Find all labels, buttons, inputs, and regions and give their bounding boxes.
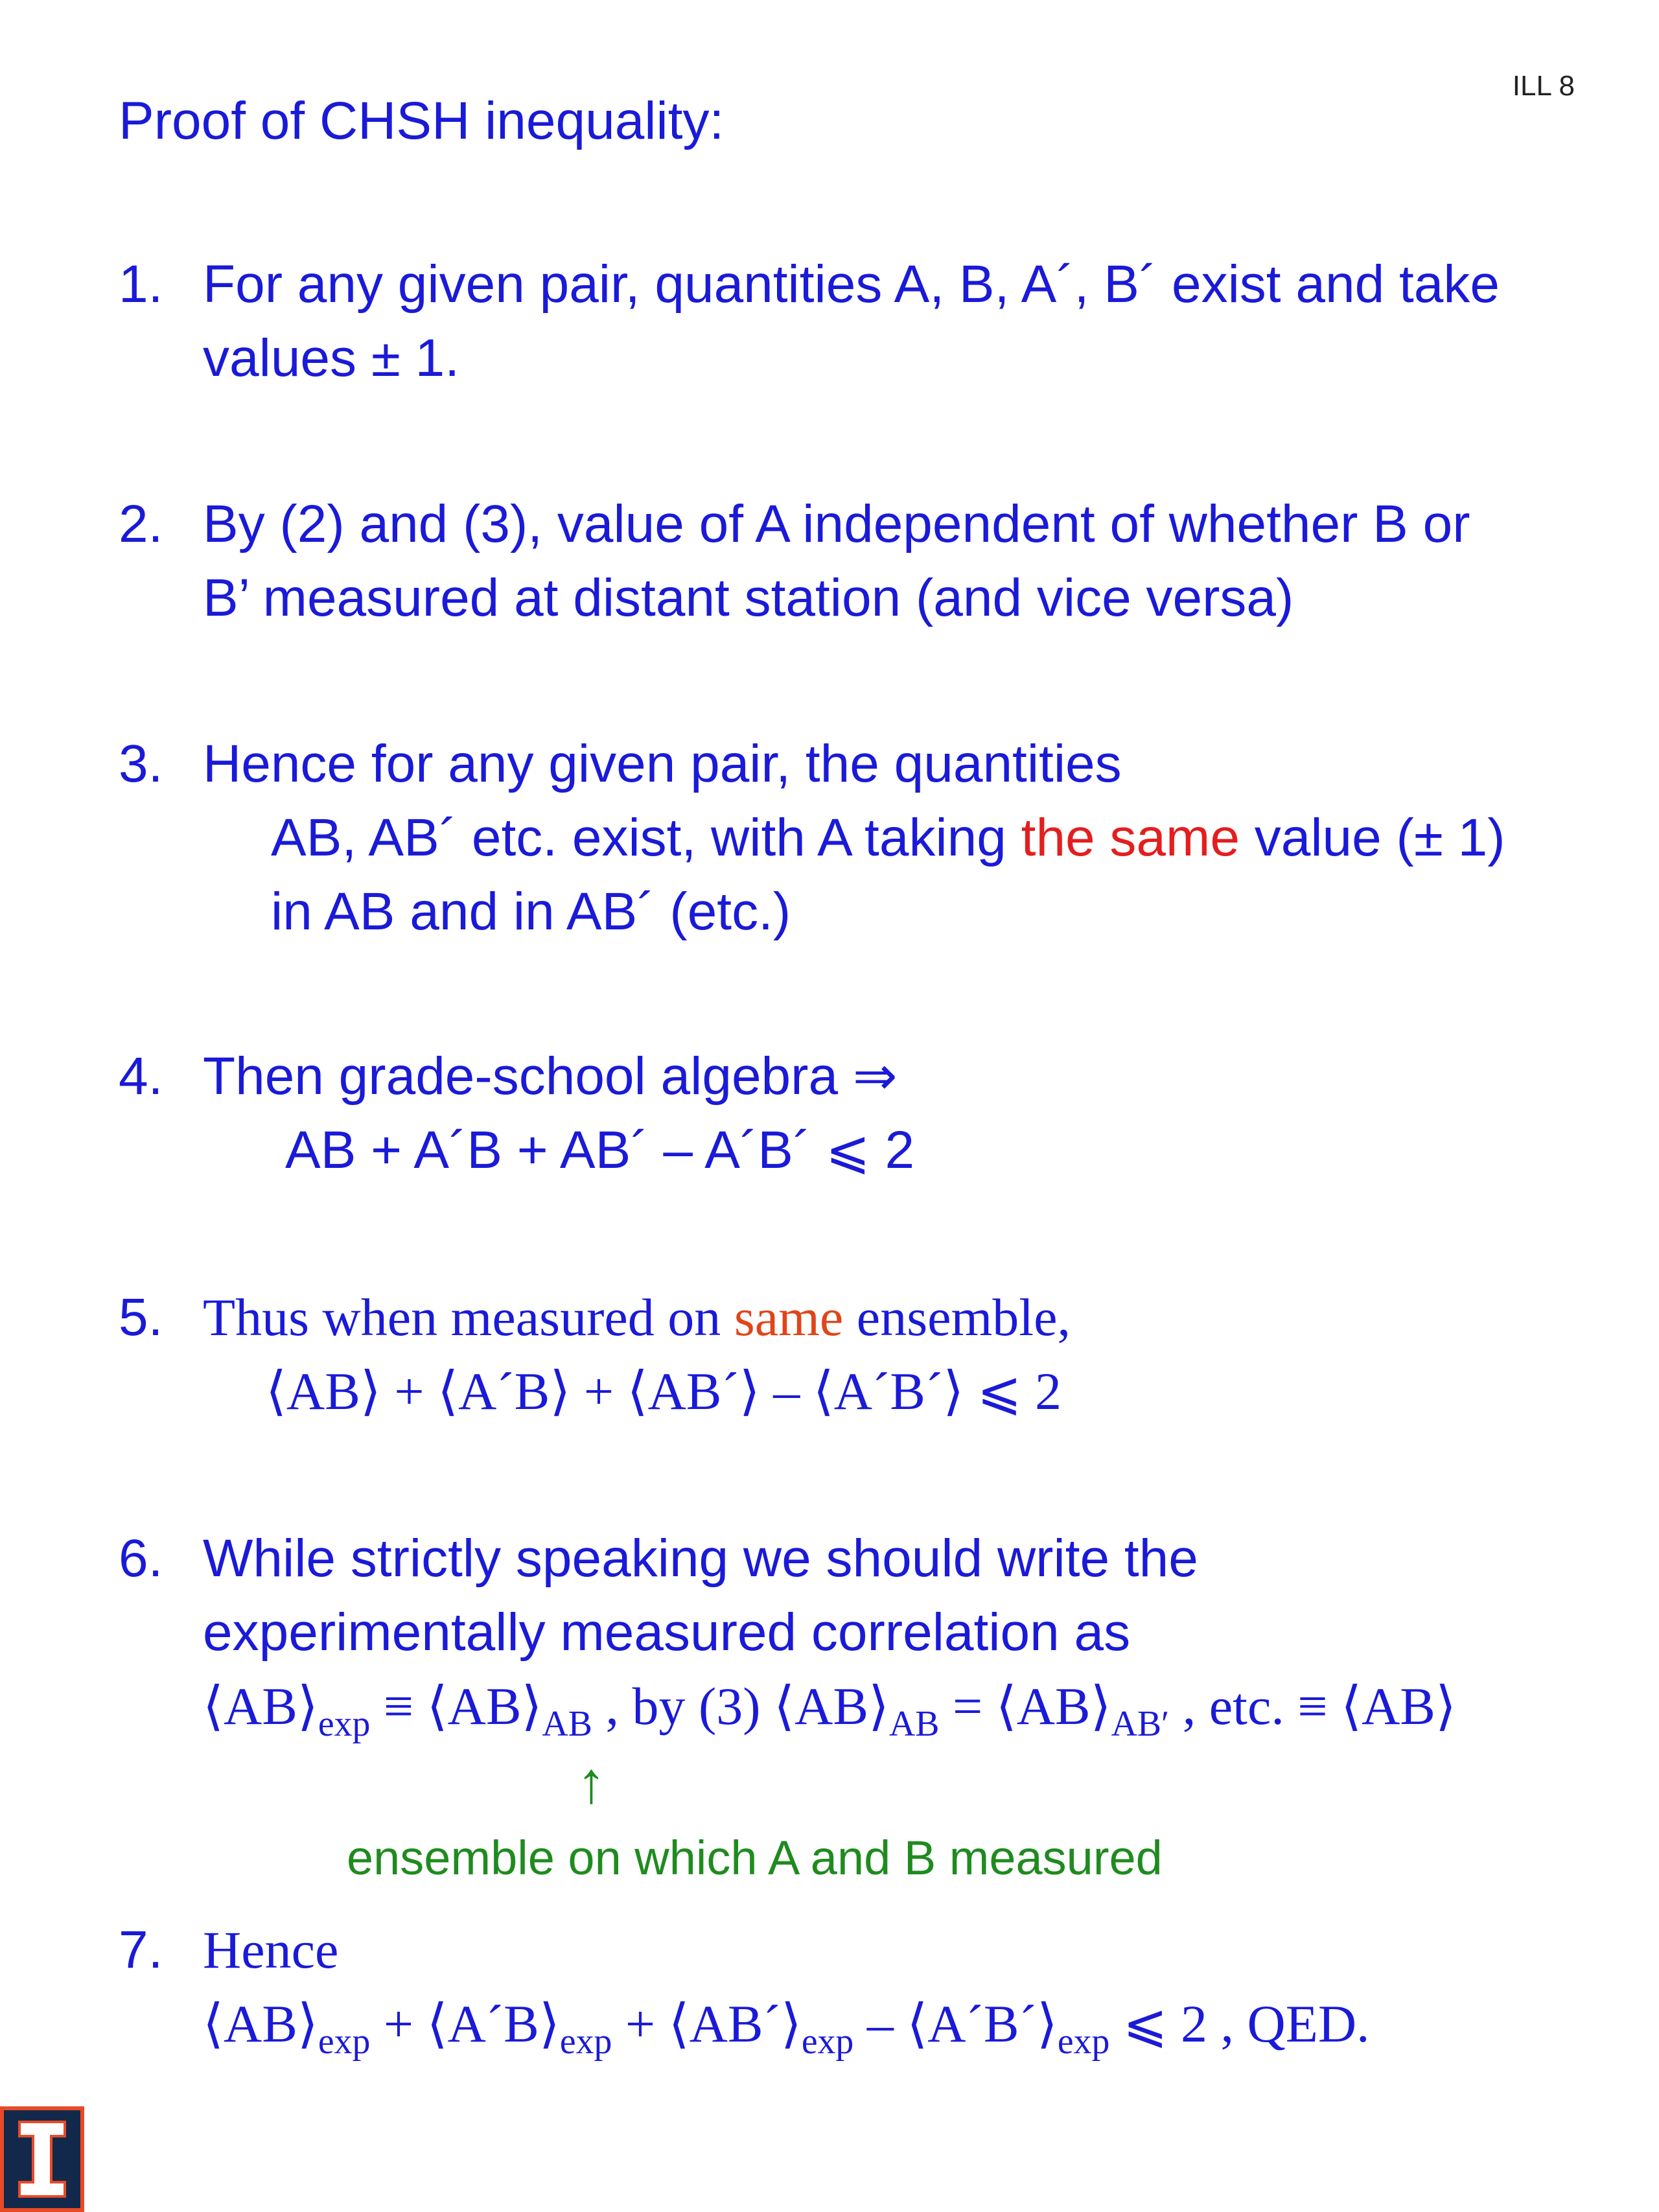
item-3-line-3: in AB and in AB´ (etc.) — [271, 882, 791, 941]
item-2-line-2: B’ measured at distant station (and vice versa) — [203, 568, 1294, 627]
item-5-highlight: same — [734, 1288, 844, 1347]
item-3-line-2-post: value (± 1) — [1239, 808, 1505, 867]
item-2-line-1: By (2) and (3), value of A independent of whether B or — [203, 495, 1470, 553]
item-1-number: 1. — [119, 255, 163, 314]
item-7-number: 7. — [119, 1920, 163, 1979]
item-4-inequality: AB + A´B + AB´ – A´B´ ⩽ 2 — [285, 1121, 915, 1180]
eq7-term-2: + ⟨A´B⟩ — [370, 1994, 560, 2053]
item-3-line-1: Hence for any given pair, the quantities — [203, 734, 1122, 793]
item-6-line-2: experimentally measured correlation as — [203, 1603, 1131, 1662]
item-3-number: 3. — [119, 734, 163, 793]
eq6-term-4: = ⟨AB⟩ — [939, 1677, 1111, 1736]
item-5-number: 5. — [119, 1288, 163, 1347]
eq7-sub-3: exp — [801, 2021, 854, 2062]
block-i-icon — [4, 2110, 80, 2208]
eq7-term-3: + ⟨AB´⟩ — [612, 1994, 802, 2053]
up-arrow-icon: ↑ — [577, 1751, 606, 1815]
eq6-sub-4: AB′ — [1111, 1703, 1170, 1744]
eq7-term-5: ⩽ 2 , QED. — [1109, 1994, 1370, 2053]
item-7-equation — [203, 1994, 1370, 2062]
eq6-term-5: , etc. ≡ ⟨AB⟩ — [1169, 1677, 1456, 1736]
item-4-number: 4. — [119, 1047, 163, 1106]
item-5-line-1-post: ensemble, — [843, 1288, 1071, 1347]
item-3-line-2-pre: AB, AB´ etc. exist, with A taking — [271, 808, 1021, 867]
item-1-line-1: For any given pair, quantities A, B, A´, B´ exist and take — [203, 255, 1500, 314]
slide-title: Proof of CHSH inequality: — [119, 91, 725, 150]
item-6-line-1: While strictly speaking we should write the — [203, 1529, 1198, 1588]
item-4-line-1: Then grade-school algebra ⇒ — [203, 1047, 898, 1106]
item-1-line-2: values ± 1. — [203, 329, 459, 388]
item-3-line-2 — [271, 808, 1505, 867]
item-3-highlight: the same — [1021, 808, 1240, 867]
item-6-equation — [203, 1677, 1456, 1744]
item-6-number: 6. — [119, 1529, 163, 1588]
slide-tag: ILL 8 — [1512, 70, 1575, 102]
university-logo — [0, 2106, 84, 2212]
eq6-sub-3: AB — [889, 1703, 940, 1744]
item-5-line-1 — [203, 1288, 1071, 1347]
eq6-term-3: , by (3) ⟨AB⟩ — [592, 1677, 890, 1736]
eq7-sub-1: exp — [318, 2021, 371, 2062]
eq6-sub-1: exp — [318, 1703, 371, 1744]
item-2-number: 2. — [119, 495, 163, 553]
eq7-term-4: – ⟨A´B´⟩ — [853, 1994, 1058, 2053]
eq7-sub-2: exp — [559, 2021, 612, 2062]
eq6-term-2: ≡ ⟨AB⟩ — [370, 1677, 542, 1736]
item-5-line-1-pre: Thus when measured on — [203, 1288, 734, 1347]
item-7-line-1: Hence — [203, 1920, 339, 1979]
eq6-term-1: ⟨AB⟩ — [203, 1677, 318, 1736]
eq7-term-1: ⟨AB⟩ — [203, 1994, 318, 2053]
eq6-sub-2: AB — [542, 1703, 592, 1744]
ensemble-note: ensemble on which A and B measured — [347, 1831, 1163, 1885]
eq7-sub-4: exp — [1057, 2021, 1110, 2062]
item-5-inequality: ⟨AB⟩ + ⟨A´B⟩ + ⟨AB´⟩ – ⟨A´B´⟩ ⩽ 2 — [266, 1362, 1062, 1421]
